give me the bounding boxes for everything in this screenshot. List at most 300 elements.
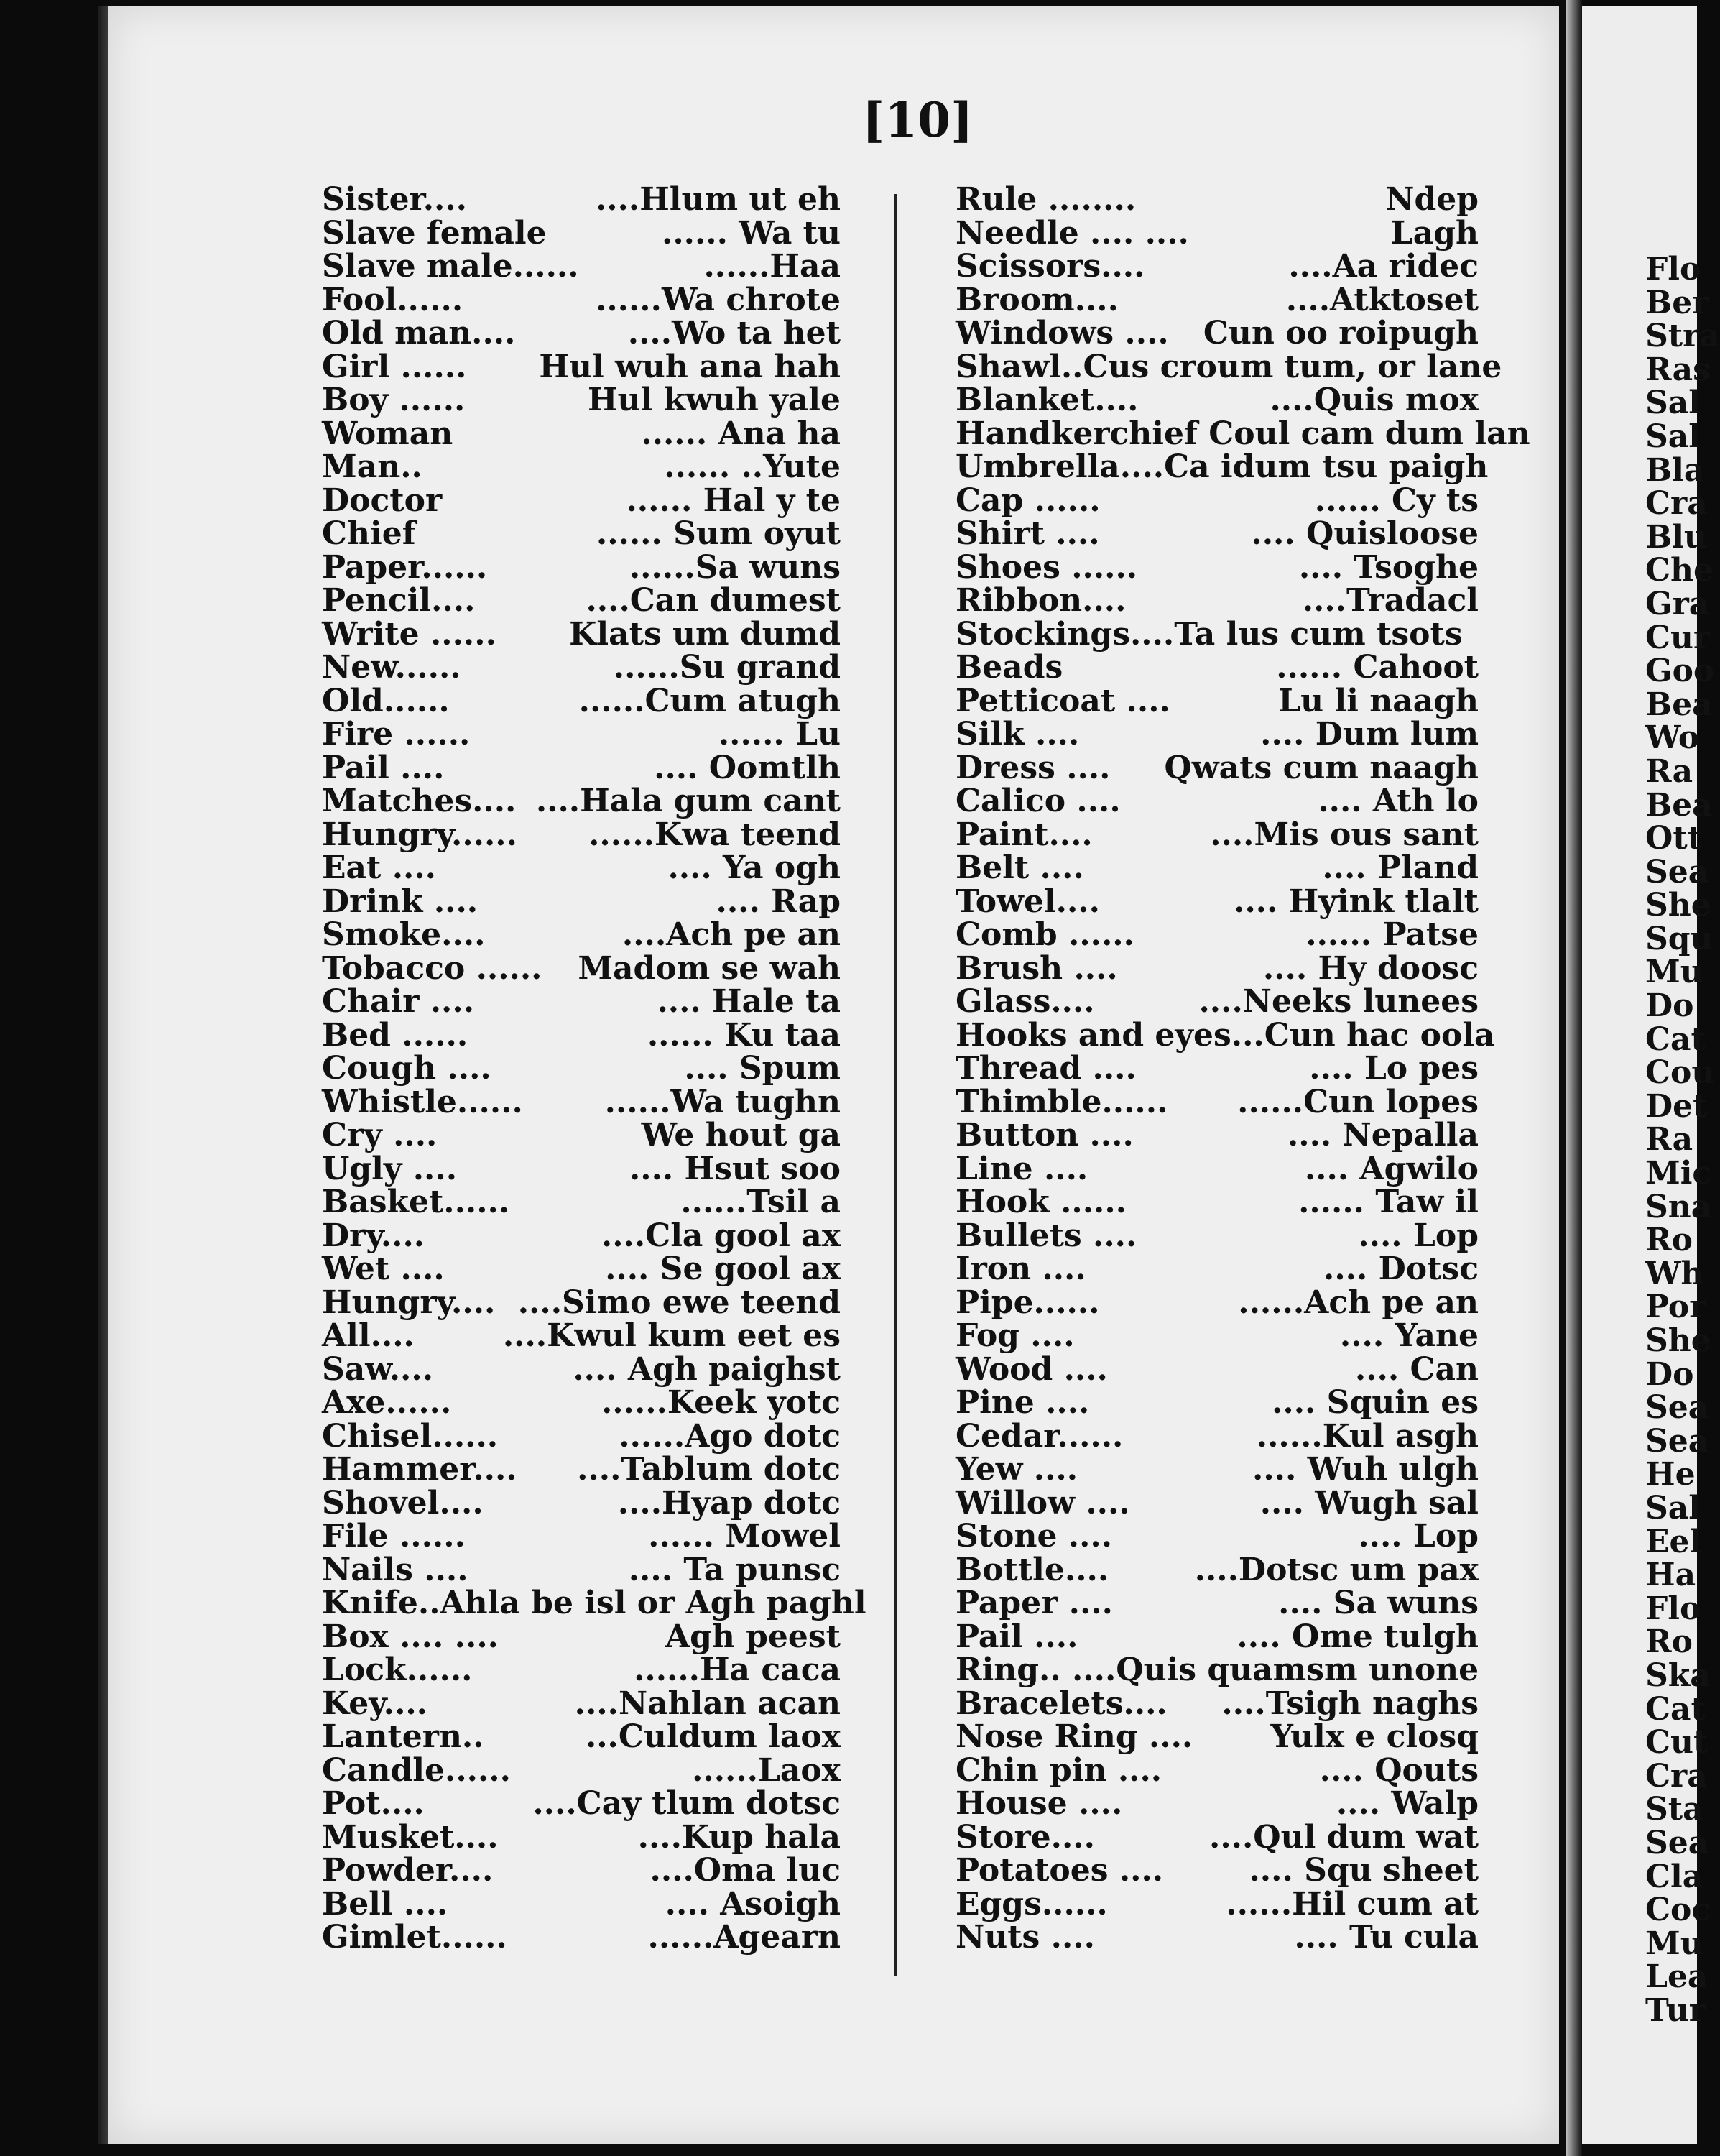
entry-translation: .... Hyink tlalt [1234, 883, 1479, 920]
entry-translation: ....Ach pe an [621, 916, 841, 953]
adjacent-page-word-fragment: Stra [1645, 318, 1720, 355]
entry-translation: ....Tablum dotc [577, 1451, 841, 1488]
vocabulary-entry [956, 1787, 1479, 1821]
adjacent-page-word-fragment: Wh [1645, 1255, 1704, 1292]
adjacent-page-word-fragment: Ras [1645, 351, 1711, 388]
adjacent-page-word-fragment: Flo [1645, 251, 1701, 287]
vocabulary-entry [322, 1286, 841, 1320]
entry-word: Pine .... [956, 1384, 1090, 1421]
entry-translation: ....Tradacl [1302, 582, 1479, 619]
entry-word: Chief [322, 515, 416, 552]
adjacent-page-word-fragment: Sea [1645, 853, 1709, 890]
entry-translation: Hul kwuh yale [587, 382, 841, 418]
vocabulary-entry [322, 1885, 841, 1922]
adjacent-page-word-fragment: Ha [1645, 1557, 1696, 1594]
adjacent-page-word-fragment: Cut [1645, 1724, 1709, 1761]
adjacent-page-word-fragment: Sal [1645, 418, 1701, 455]
entry-word: Scissors.... [956, 248, 1145, 285]
vocabulary-entry [322, 1520, 841, 1554]
entry-translation: ......Ago dotc [619, 1417, 841, 1455]
entry-translation: ...... Sum oyut [596, 515, 841, 552]
vocabulary-entry [956, 348, 1502, 385]
entry-translation: Madom se wah [578, 949, 841, 987]
vocabulary-entry [322, 1651, 841, 1688]
adjacent-page-word-fragment: Cat [1645, 1021, 1706, 1058]
entry-word: Paper .... [956, 1585, 1113, 1621]
entry-translation: ....Hala gum cant [535, 783, 841, 819]
entry-word: House .... [956, 1785, 1123, 1822]
entry-word: Axe...... [322, 1384, 452, 1421]
entry-translation: Hul wuh ana hah [539, 348, 841, 385]
entry-translation: ....Cay tlum dotsc [532, 1785, 841, 1822]
adjacent-page-word-fragment: Do [1645, 1355, 1694, 1393]
entry-word: Write ...... [322, 615, 496, 653]
adjacent-page-word-fragment: Sal [1645, 384, 1701, 422]
entry-translation: ......Kul asgh [1256, 1417, 1479, 1455]
entry-word: Key.... [322, 1685, 428, 1722]
entry-translation: ....Quis mox [1270, 382, 1479, 418]
entry-translation: ...... Lu [718, 716, 841, 752]
entry-translation: ...... Mowel [648, 1518, 841, 1554]
vocabulary-entry [322, 1119, 841, 1153]
entry-translation: .... Wugh sal [1259, 1484, 1479, 1521]
vocabulary-entry [956, 415, 1530, 452]
entry-word: Beads [956, 649, 1063, 686]
adjacent-page-word-fragment: Coc [1645, 1892, 1711, 1929]
vocabulary-entry [956, 1520, 1479, 1554]
entry-word: Pail .... [956, 1618, 1078, 1655]
column-divider [894, 194, 897, 1976]
entry-word: Chin pin .... [956, 1751, 1162, 1789]
vocabulary-entry [322, 682, 841, 719]
entry-translation: .... Nepalla [1287, 1117, 1479, 1153]
entry-word: Cough .... [322, 1050, 491, 1087]
vocabulary-entry [322, 1417, 841, 1455]
entry-word: Button .... [956, 1117, 1134, 1153]
entry-word: Wet .... [322, 1250, 445, 1287]
entry-word: Drink .... [322, 883, 478, 920]
entry-word: Store.... [956, 1818, 1095, 1856]
vocabulary-entry [956, 849, 1479, 886]
entry-translation: Cun oo roipugh [1203, 315, 1479, 351]
entry-word: Lock...... [322, 1651, 473, 1688]
entry-translation: ......Cun lopes [1237, 1083, 1479, 1120]
adjacent-page-word-fragment: Ro [1645, 1222, 1693, 1259]
entry-word: Old man.... [322, 315, 516, 351]
adjacent-page-word-fragment: She [1645, 887, 1711, 924]
entry-translation: ......Ha caca [634, 1651, 841, 1688]
entry-translation: .... Tsoghe [1298, 548, 1479, 586]
vocabulary-entry [956, 1016, 1495, 1054]
entry-translation: ...... Taw il [1298, 1184, 1479, 1220]
right-word-column [956, 181, 1530, 1955]
entry-word: Ring.. ....Quis quamsm unone [956, 1651, 1479, 1688]
vocabulary-entry [322, 1854, 841, 1888]
entry-word: Pipe...... [956, 1284, 1100, 1321]
entry-translation: ......Kwa teend [588, 816, 841, 853]
entry-word: Slave female [322, 214, 547, 252]
vocabulary-entry [956, 1083, 1479, 1120]
adjacent-page-word-fragment: Sal [1645, 1489, 1701, 1526]
adjacent-page-word-fragment: Ra [1645, 752, 1693, 790]
adjacent-page-word-fragment: Sea [1645, 1389, 1709, 1427]
vocabulary-entry [956, 250, 1479, 284]
entry-translation: ....Qul dum wat [1209, 1818, 1479, 1856]
entry-translation: ......Ach pe an [1238, 1284, 1479, 1321]
vocabulary-entry [322, 1319, 841, 1353]
vocabulary-entry [322, 1585, 866, 1621]
vocabulary-entry [956, 1854, 1479, 1888]
adjacent-page-word-fragment: Cur [1645, 619, 1711, 656]
entry-translation: .... Ya ogh [667, 849, 841, 886]
adjacent-page-word-fragment: Cat [1645, 1690, 1706, 1728]
entry-translation: ......Tsil a [680, 1184, 841, 1220]
vocabulary-entry [322, 1818, 841, 1856]
entry-word: Handkerchief Coul cam dum lan [956, 415, 1530, 452]
entry-translation: ...... Cy ts [1314, 482, 1479, 519]
entry-word: Rule ........ [956, 181, 1137, 218]
entry-translation: Lagh [1390, 214, 1479, 252]
entry-translation: ...... Ana ha [641, 415, 841, 452]
adjacent-page-word-fragment: Wo [1645, 719, 1700, 757]
entry-translation: ......Wa chrote [596, 281, 841, 318]
entry-translation: ......Cum atugh [578, 682, 841, 719]
vocabulary-entry [956, 1052, 1479, 1086]
entry-translation: ......Su grand [613, 649, 841, 686]
vocabulary-entry [956, 1720, 1479, 1754]
entry-translation: ....Oma luc [649, 1852, 841, 1889]
entry-translation: .... Squin es [1272, 1384, 1479, 1421]
vocabulary-entry [956, 1551, 1479, 1588]
vocabulary-entry [322, 317, 841, 351]
entry-word: Petticoat .... [956, 682, 1170, 719]
adjacent-page-word-fragment: She [1645, 1322, 1711, 1359]
adjacent-page-word-fragment: Bea [1645, 786, 1713, 824]
vocabulary-entry [956, 1150, 1479, 1187]
entry-word: Calico .... [956, 783, 1121, 819]
entry-word: Whistle...... [322, 1083, 523, 1120]
entry-word: Bracelets.... [956, 1685, 1168, 1722]
entry-word: Doctor [322, 482, 443, 519]
vocabulary-entry [322, 183, 841, 217]
entry-word: Basket...... [322, 1184, 510, 1220]
vocabulary-entry [322, 1083, 841, 1120]
adjacent-page-word-fragment: Gra [1645, 585, 1710, 622]
vocabulary-entry [322, 1186, 841, 1220]
adjacent-page-word-fragment: Che [1645, 552, 1714, 589]
vocabulary-entry [956, 1921, 1479, 1955]
vocabulary-entry [322, 885, 841, 919]
entry-translation: ......Agearn [647, 1919, 841, 1955]
vocabulary-entry [956, 517, 1479, 551]
entry-word: Iron .... [956, 1250, 1086, 1287]
entry-translation: .... Lop [1358, 1217, 1479, 1254]
entry-translation: ....Kup hala [637, 1818, 841, 1856]
vocabulary-entry [956, 949, 1479, 987]
vocabulary-entry [322, 1217, 841, 1254]
entry-word: Fool...... [322, 281, 463, 318]
entry-translation: ....Dotsc um pax [1194, 1551, 1479, 1588]
entry-translation: ......Laox [692, 1751, 841, 1789]
entry-translation: ...Culdum laox [585, 1718, 841, 1755]
entry-word: Broom.... [956, 281, 1119, 318]
vocabulary-entry [322, 1052, 841, 1086]
entry-word: Hungry.... [322, 1284, 496, 1321]
vocabulary-entry [956, 615, 1479, 653]
entry-word: Glass.... [956, 983, 1095, 1020]
entry-translation: ......Haa [703, 248, 841, 285]
vocabulary-entry [322, 849, 841, 886]
entry-word: Cry .... [322, 1117, 438, 1153]
entry-word: Slave male...... [322, 248, 579, 285]
entry-translation: Ndep [1385, 181, 1479, 218]
entry-word: Sister.... [322, 181, 467, 218]
vocabulary-entry [322, 749, 841, 786]
entry-word: All.... [322, 1317, 415, 1354]
entry-word: Windows .... [956, 315, 1169, 351]
entry-translation: .... Hy doosc [1262, 949, 1479, 987]
entry-word: Stone .... [956, 1518, 1113, 1554]
adjacent-page-word-fragment: Bea [1645, 686, 1713, 723]
adjacent-page-word-fragment: Sta [1645, 1791, 1703, 1828]
vocabulary-entry [322, 1551, 841, 1588]
entry-word: Thimble...... [956, 1083, 1168, 1120]
entry-translation: Qwats cum naagh [1164, 749, 1479, 786]
entry-word: Chair .... [322, 983, 475, 1020]
entry-word: Belt .... [956, 849, 1084, 886]
entry-translation: ....Simo ewe teend [517, 1284, 841, 1321]
adjacent-page-word-fragment: Cra [1645, 485, 1708, 522]
vocabulary-entry [322, 785, 841, 819]
vocabulary-entry [956, 484, 1479, 518]
vocabulary-entry [956, 1217, 1479, 1254]
entry-translation: .... Ath lo [1318, 783, 1479, 819]
entry-word: Hammer.... [322, 1451, 517, 1488]
adjacent-page-word-fragment: Eel [1645, 1523, 1702, 1560]
vocabulary-entry [956, 785, 1479, 819]
vocabulary-entry [322, 918, 841, 952]
entry-translation: .... Ta punsc [628, 1551, 841, 1588]
entry-translation: .... Hale ta [657, 983, 841, 1020]
vocabulary-entry [956, 214, 1479, 252]
entry-word: Pail .... [322, 749, 445, 786]
entry-word: Dry.... [322, 1217, 425, 1254]
entry-word: Matches.... [322, 783, 517, 819]
adjacent-page-word-fragment: Squ [1645, 920, 1714, 957]
entry-word: Ugly .... [322, 1150, 458, 1187]
vocabulary-entry [956, 1618, 1479, 1655]
vocabulary-entry [322, 584, 841, 618]
entry-translation: ....Cla gool ax [601, 1217, 841, 1254]
entry-word: Shovel.... [322, 1484, 484, 1521]
entry-word: Hungry...... [322, 816, 517, 853]
vocabulary-entry [956, 384, 1479, 418]
entry-word: Comb ...... [956, 916, 1134, 953]
entry-translation: ....Mis ous sant [1210, 816, 1479, 853]
entry-word: Candle...... [322, 1751, 511, 1789]
adjacent-page-word-fragment: Ott [1645, 820, 1702, 857]
vocabulary-entry [322, 1016, 841, 1054]
entry-translation: .... Tu cula [1294, 1919, 1479, 1955]
vocabulary-entry [956, 1319, 1479, 1353]
adjacent-page-word-list [1645, 251, 1720, 2029]
vocabulary-entry [322, 250, 841, 284]
entry-translation: .... Rap [716, 883, 841, 920]
page-gutter [1566, 0, 1583, 2156]
vocabulary-entry [322, 1453, 841, 1487]
entry-translation: ...... Hal y te [626, 482, 841, 519]
entry-translation: ....Can dumest [586, 582, 841, 619]
entry-translation: .... Agh paighst [573, 1350, 841, 1388]
entry-word: Powder.... [322, 1852, 494, 1889]
vocabulary-entry [956, 281, 1479, 318]
vocabulary-entry [956, 1350, 1479, 1388]
entry-translation: Agh peest [665, 1618, 841, 1655]
entry-word: Nose Ring .... [956, 1718, 1193, 1755]
entry-translation: ......Wa tughn [604, 1083, 841, 1120]
entry-word: Bell .... [322, 1885, 448, 1922]
entry-word: Brush .... [956, 949, 1118, 987]
vocabulary-entry [322, 1150, 841, 1187]
entry-translation: We hout ga [641, 1117, 841, 1153]
entry-word: Nails .... [322, 1551, 468, 1588]
entry-translation: ......Keek yotc [601, 1384, 841, 1421]
vocabulary-entry [956, 985, 1479, 1019]
vocabulary-entry [322, 949, 841, 987]
entry-word: Musket.... [322, 1818, 499, 1856]
vocabulary-entry [322, 1751, 841, 1789]
entry-translation: Yulx e closq [1270, 1718, 1479, 1755]
entry-word: Dress .... [956, 749, 1111, 786]
entry-word: Boy ...... [322, 382, 466, 418]
vocabulary-entry [956, 1119, 1479, 1153]
entry-word: Shoes ...... [956, 548, 1138, 586]
vocabulary-entry [956, 885, 1479, 919]
entry-word: Towel.... [956, 883, 1100, 920]
left-word-column [322, 181, 866, 1955]
vocabulary-entry [956, 1818, 1479, 1856]
vocabulary-entry [322, 214, 841, 252]
entry-word: Thread .... [956, 1050, 1137, 1087]
vocabulary-entry [322, 1386, 841, 1420]
entry-word: Paint.... [956, 816, 1093, 853]
entry-word: New...... [322, 649, 461, 686]
entry-word: Chisel...... [322, 1417, 499, 1455]
entry-translation: ....Tsigh naghs [1221, 1685, 1479, 1722]
entry-translation: .... Lo pes [1309, 1050, 1479, 1087]
entry-translation: .... Ome tulgh [1236, 1618, 1479, 1655]
adjacent-page-word-fragment: Cla [1645, 1858, 1703, 1895]
entry-word: Saw.... [322, 1350, 434, 1388]
adjacent-page-word-fragment: Mu [1645, 954, 1703, 991]
entry-translation: .... Squ sheet [1249, 1852, 1479, 1889]
entry-translation: .... Pland [1322, 849, 1479, 886]
vocabulary-entry [956, 1417, 1479, 1455]
entry-word: Eat .... [322, 849, 436, 886]
adjacent-page-word-fragment: Det [1645, 1087, 1708, 1125]
adjacent-page-word-fragment: Goo [1645, 653, 1715, 690]
vocabulary-entry [322, 281, 841, 318]
entry-translation: ...... Patse [1305, 916, 1479, 953]
entry-translation: .... Hsut soo [629, 1150, 841, 1187]
entry-word: Old...... [322, 682, 450, 719]
entry-word: Potatoes .... [956, 1852, 1164, 1889]
entry-word: Gimlet...... [322, 1919, 507, 1955]
adjacent-page-word-fragment: Ber [1645, 284, 1709, 321]
adjacent-page-word-fragment: Sea [1645, 1824, 1709, 1861]
entry-translation: ...... Cahoot [1276, 649, 1479, 686]
vocabulary-entry [956, 918, 1479, 952]
adjacent-page-word-fragment: Ro [1645, 1623, 1693, 1661]
entry-word: Yew .... [956, 1451, 1078, 1488]
entry-translation: Klats um dumd [569, 615, 841, 653]
entry-translation: ....Kwul kum eet es [502, 1317, 841, 1354]
adjacent-page-word-fragment: Cou [1645, 1054, 1715, 1092]
vocabulary-entry [322, 1687, 841, 1721]
entry-translation: .... Asoigh [665, 1885, 841, 1922]
vocabulary-entry [322, 985, 841, 1019]
vocabulary-entry [956, 1186, 1479, 1220]
vocabulary-entry [322, 517, 841, 551]
entry-translation: .... Lop [1358, 1518, 1479, 1554]
entry-word: Fire ...... [322, 716, 471, 752]
entry-word: Willow .... [956, 1484, 1130, 1521]
vocabulary-entry [322, 816, 841, 853]
vocabulary-entry [322, 1787, 841, 1821]
entry-translation: .... Oomtlh [654, 749, 841, 786]
entry-word: Girl ...... [322, 348, 467, 385]
adjacent-page-word-fragment: Lea [1645, 1958, 1709, 1996]
entry-word: Paper...... [322, 548, 488, 586]
adjacent-page-word-fragment: He [1645, 1456, 1696, 1493]
adjacent-page-word-fragment: Cra [1645, 1757, 1708, 1795]
entry-word: Woman [322, 415, 453, 452]
entry-translation: .... Quisloose [1251, 515, 1479, 552]
entry-word: Umbrella....Ca idum tsu paigh [956, 448, 1489, 485]
adjacent-page-word-fragment: Bla [1645, 451, 1705, 489]
entry-word: Smoke.... [322, 916, 486, 953]
entry-translation: .... Spum [684, 1050, 841, 1087]
entry-translation: .... Walp [1336, 1785, 1479, 1822]
entry-word: Line .... [956, 1150, 1088, 1187]
vocabulary-entry [956, 317, 1479, 351]
entry-word: Blanket.... [956, 382, 1139, 418]
entry-word: Silk .... [956, 716, 1080, 752]
entry-word: Box .... .... [322, 1618, 499, 1655]
entry-word: Nuts .... [956, 1919, 1095, 1955]
vocabulary-entry [956, 1687, 1479, 1721]
vocabulary-entry [956, 1885, 1479, 1922]
entry-translation: .... Can [1354, 1350, 1479, 1388]
vocabulary-entry [322, 718, 841, 752]
entry-translation: ....Nahlan acan [574, 1685, 841, 1722]
vocabulary-entry [956, 1751, 1479, 1789]
vocabulary-entry [956, 183, 1479, 217]
vocabulary-entry [956, 682, 1479, 719]
entry-word: Tobacco ...... [322, 949, 542, 987]
entry-translation: .... Se gool ax [605, 1250, 841, 1287]
entry-word: Stockings....Ta lus cum tsots [956, 615, 1463, 653]
vocabulary-entry [956, 1651, 1479, 1688]
entry-word: Needle .... .... [956, 214, 1189, 252]
entry-translation: ....Aa ridec [1288, 248, 1479, 285]
vocabulary-entry [956, 584, 1479, 618]
entry-word: Pot.... [322, 1785, 425, 1822]
vocabulary-entry [956, 1587, 1479, 1621]
vocabulary-entry [956, 548, 1479, 586]
vocabulary-entry [956, 651, 1479, 685]
vocabulary-entry [956, 1386, 1479, 1420]
